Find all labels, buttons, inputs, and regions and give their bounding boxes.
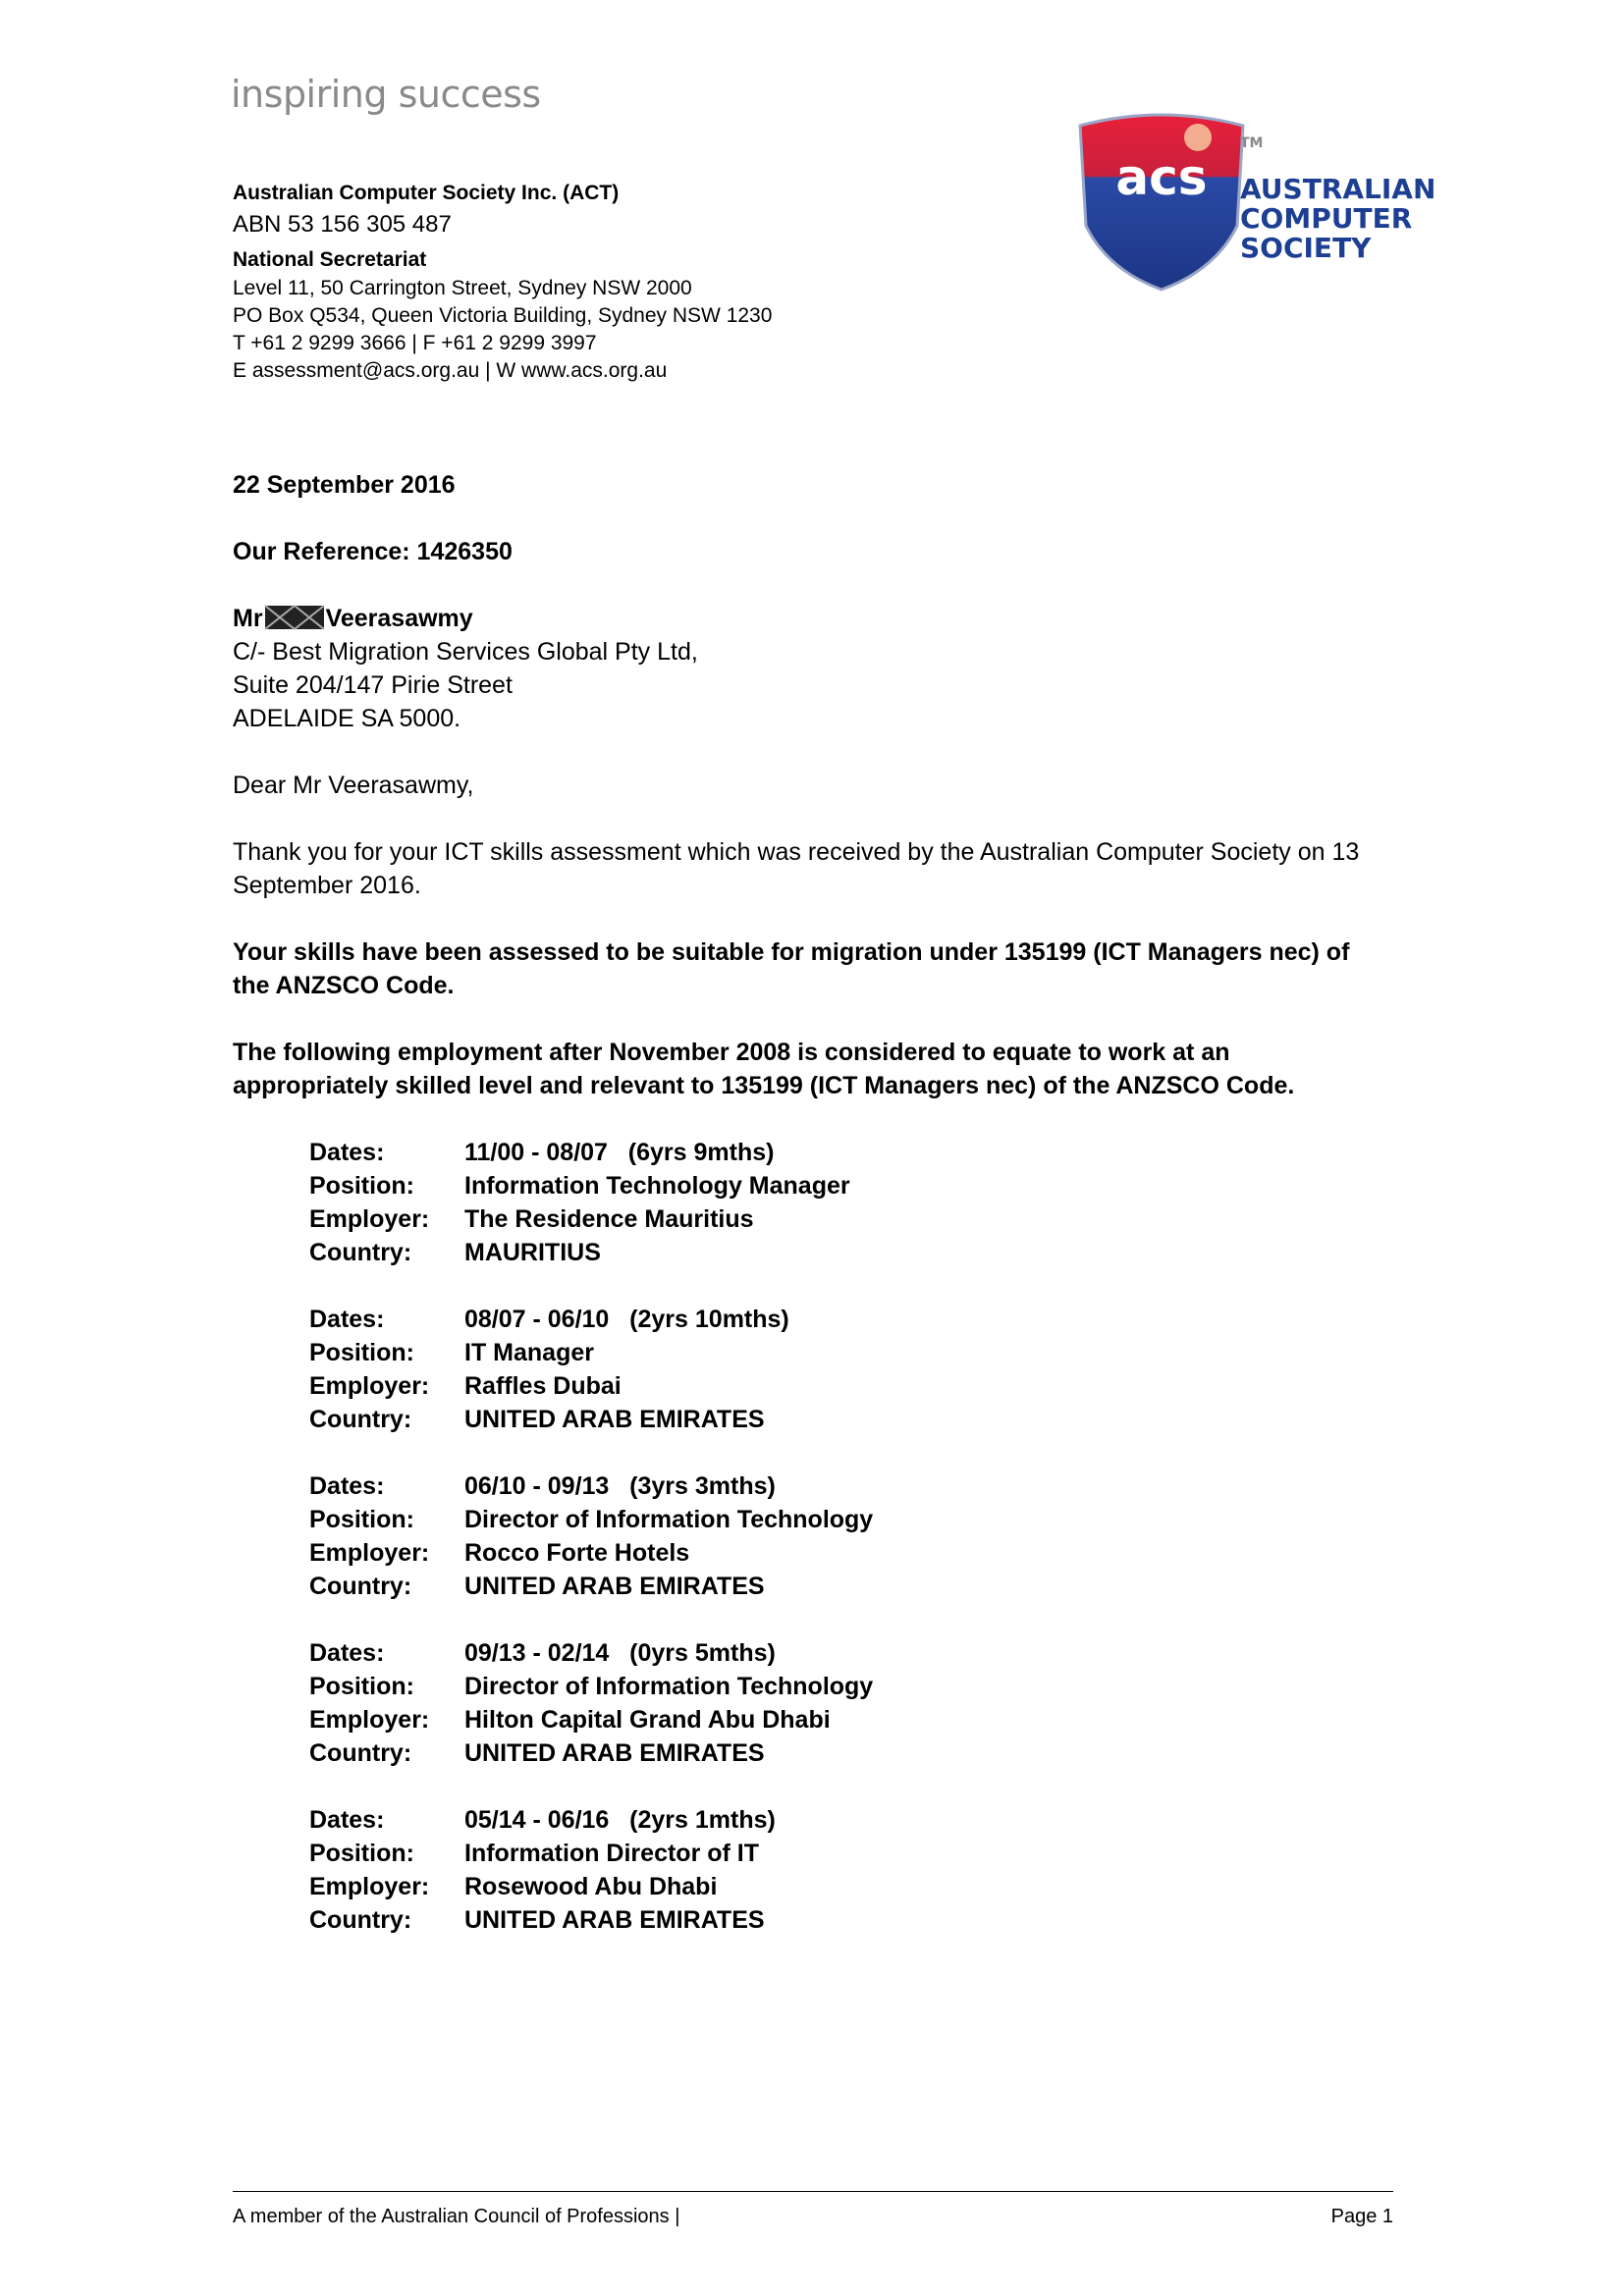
- recipient-address-line: ADELAIDE SA 5000.: [233, 705, 461, 732]
- label-employer: Employer:: [309, 1873, 430, 1900]
- label-position: Position:: [309, 1172, 414, 1200]
- label-dates: Dates:: [309, 1806, 385, 1834]
- recipient-address-line: Suite 204/147 Pirie Street: [233, 671, 513, 699]
- recipient-title: Mr: [233, 605, 263, 632]
- letter-date: 22 September 2016: [233, 471, 456, 499]
- address-line: PO Box Q534, Queen Victoria Building, Sydney NSW 1230: [233, 304, 773, 327]
- redacted-name: [265, 606, 324, 629]
- label-employer: Employer:: [309, 1205, 430, 1233]
- label-country: Country:: [309, 1406, 412, 1433]
- entry-position: Information Director of IT: [464, 1840, 759, 1867]
- footer-membership: A member of the Australian Council of Professions |: [233, 2206, 680, 2227]
- entry-position: Director of Information Technology: [464, 1673, 874, 1700]
- employment-entry: [309, 1636, 873, 1770]
- label-country: Country:: [309, 1239, 412, 1266]
- svg-text:acs: acs: [1115, 149, 1208, 206]
- recipient-address-line: C/- Best Migration Services Global Pty Ltd,: [233, 638, 698, 666]
- employment-entry: [309, 1136, 873, 1269]
- svg-text:TM: TM: [1240, 135, 1264, 151]
- recipient-block: [233, 602, 1391, 735]
- entry-dates: 05/14 - 06/16 (2yrs 1mths): [464, 1806, 776, 1834]
- entry-position: Information Technology Manager: [464, 1172, 850, 1200]
- label-country: Country:: [309, 1573, 412, 1600]
- entry-country: UNITED ARAB EMIRATES: [464, 1406, 765, 1433]
- organisation-block: [233, 179, 772, 385]
- entry-employer: Hilton Capital Grand Abu Dhabi: [464, 1706, 831, 1734]
- label-position: Position:: [309, 1673, 414, 1700]
- abn: ABN 53 156 305 487: [233, 211, 452, 238]
- tagline: inspiring success: [231, 73, 541, 116]
- result-paragraph: Your skills have been assessed to be suitable for migration under 135199 (ICT Managers nec) of the ANZSCO Code.: [233, 938, 1350, 999]
- entry-dates: 06/10 - 09/13 (3yrs 3mths): [464, 1472, 776, 1500]
- label-dates: Dates:: [309, 1639, 385, 1667]
- acs-shield-icon: [1068, 108, 1436, 294]
- address-line: T +61 2 9299 3666 | F +61 2 9299 3997: [233, 332, 597, 354]
- address-line: E assessment@acs.org.au | W www.acs.org.au: [233, 359, 668, 382]
- label-dates: Dates:: [309, 1306, 385, 1333]
- entry-position: IT Manager: [464, 1339, 594, 1366]
- employment-entry: [309, 1469, 873, 1603]
- label-position: Position:: [309, 1506, 414, 1533]
- label-country: Country:: [309, 1739, 412, 1767]
- label-dates: Dates:: [309, 1472, 385, 1500]
- label-employer: Employer:: [309, 1539, 430, 1567]
- entry-country: UNITED ARAB EMIRATES: [464, 1739, 765, 1767]
- employment-list: [309, 1136, 873, 1970]
- svg-text:AUSTRALIAN: AUSTRALIAN: [1240, 173, 1436, 205]
- employment-entry: [309, 1303, 873, 1436]
- entry-position: Director of Information Technology: [464, 1506, 874, 1533]
- employment-entry: [309, 1803, 873, 1937]
- salutation: Dear Mr Veerasawmy,: [233, 772, 474, 799]
- entry-dates: 09/13 - 02/14 (0yrs 5mths): [464, 1639, 776, 1667]
- acs-logo: [1068, 108, 1436, 294]
- recipient-surname: Veerasawmy: [325, 605, 473, 632]
- label-employer: Employer:: [309, 1706, 430, 1734]
- office-name: National Secretariat: [233, 248, 427, 271]
- footer-divider: [233, 2191, 1393, 2192]
- entry-employer: Rocco Forte Hotels: [464, 1539, 690, 1567]
- label-position: Position:: [309, 1339, 414, 1366]
- entry-employer: Raffles Dubai: [464, 1372, 622, 1400]
- entry-dates: 08/07 - 06/10 (2yrs 10mths): [464, 1306, 789, 1333]
- address-line: Level 11, 50 Carrington Street, Sydney NSW 2000: [233, 277, 692, 299]
- entry-country: MAURITIUS: [464, 1239, 601, 1266]
- recipient-name: [233, 602, 1391, 635]
- entry-employer: The Residence Mauritius: [464, 1205, 754, 1233]
- svg-text:COMPUTER: COMPUTER: [1240, 202, 1413, 235]
- entry-dates: 11/00 - 08/07 (6yrs 9mths): [464, 1139, 775, 1166]
- intro-paragraph: Thank you for your ICT skills assessment which was received by the Australian Computer Society on 13 September 2016.: [233, 838, 1360, 899]
- reference: Our Reference: 1426350: [233, 538, 513, 565]
- svg-text:SOCIETY: SOCIETY: [1240, 232, 1372, 264]
- employment-intro: The following employment after November 2008 is considered to equate to work at an appropriately skilled level and relevant to 135199 (ICT Managers nec) of the ANZSCO Code.: [233, 1039, 1295, 1099]
- label-position: Position:: [309, 1840, 414, 1867]
- page-number: Page 1: [1330, 2206, 1393, 2227]
- label-employer: Employer:: [309, 1372, 430, 1400]
- entry-country: UNITED ARAB EMIRATES: [464, 1906, 765, 1934]
- label-country: Country:: [309, 1906, 412, 1934]
- label-dates: Dates:: [309, 1139, 385, 1166]
- entry-country: UNITED ARAB EMIRATES: [464, 1573, 765, 1600]
- entry-employer: Rosewood Abu Dhabi: [464, 1873, 718, 1900]
- org-name: Australian Computer Society Inc. (ACT): [233, 182, 620, 204]
